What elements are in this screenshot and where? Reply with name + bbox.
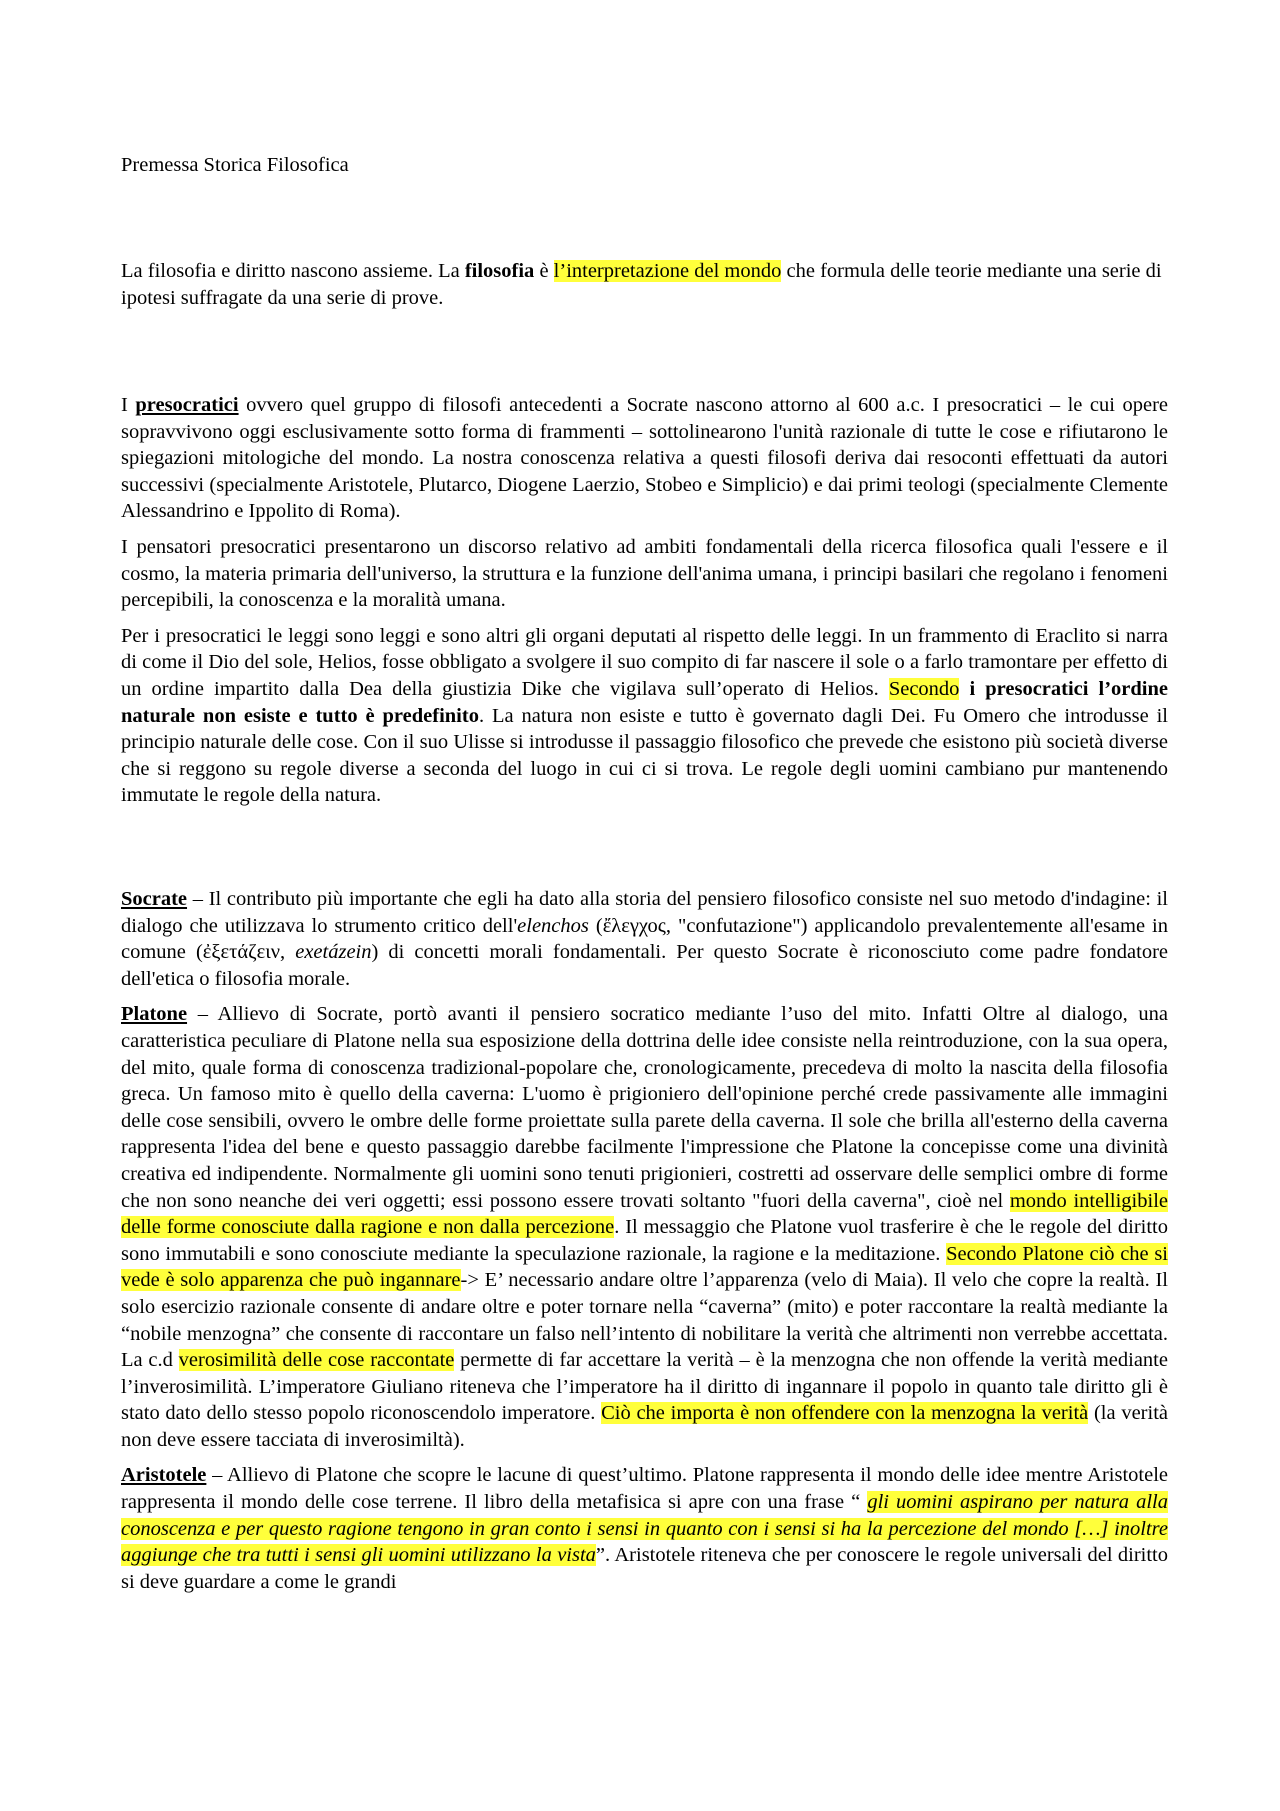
platone-highlight-3: verosimilità delle cose raccontate xyxy=(178,1349,455,1372)
socrate-name: Socrate xyxy=(121,888,188,910)
platone-text-3: -> E’ necessario andare oltre l’apparenza (velo di Maia). Il velo che copre la realtà. Il solo esercizio razionale consente di andare oltre e poter tornare nella “caverna” (mito) e poter raccontare la realtà mediante la “nobile menzogna” che consente di raccontare un falso nell’intento di nobilitare la verità che altrimenti non verrebbe accettata. La c.d xyxy=(121,1269,1168,1372)
intro-highlight: l’interpretazione del mondo xyxy=(553,260,782,282)
presocratici-text-start: I xyxy=(121,394,136,416)
socrate-paragraph xyxy=(121,886,1168,992)
aristotele-name: Aristotele xyxy=(121,1464,207,1487)
socrate-text-5: ) di concetti morali fondamentali. Per questo Socrate è riconosciuto come padre fondatore dell'etica o filosofia morale. xyxy=(121,941,1168,990)
platone-name: Platone xyxy=(121,1003,188,1026)
presocratici-term: presocratici xyxy=(135,394,239,416)
socrate-greek-elenchos: ἔλεγχος xyxy=(602,914,666,937)
platone-paragraph xyxy=(121,1001,1168,1453)
aristotele-text-2: ”. Aristotele riteneva che per conoscere le regole universali del diritto si deve guardare a come le grandi xyxy=(121,1544,1168,1593)
presocratici-bold-statement: i presocratici l’ordine naturale non esiste e tutto è predefinito xyxy=(121,677,1168,727)
socrate-text-1: – Il contributo più importante che egli ha dato alla storia del pensiero filosofico consiste nel suo metodo d'indagine: il dialogo che utilizzava lo strumento critico dell' xyxy=(121,888,1168,937)
platone-highlight-2: Secondo Platone ciò che si vede è solo apparenza che può ingannare xyxy=(121,1242,1168,1292)
presocratici-paragraph-2: I pensatori presocratici presentarono un discorso relativo ad ambiti fondamentali della ricerca filosofica quali l'essere e il cosmo, la materia primaria dell'universo, la struttura e la funzione dell'anima umana, i principi basilari che regolano i fenomeni percepibili, la conoscenza e la moralità umana. xyxy=(121,535,1168,612)
aristotele-quote-highlight: gli uomini aspirano per natura alla conoscenza e per questo ragione tengono in gran conto i sensi in quanto con i sensi si ha la percezione del mondo […] inoltre aggiunge che tra tutti i sensi gli uomini utilizzano la vista xyxy=(121,1491,1168,1567)
platone-text-5: (la verità non deve essere tacciata di inverosimiltà). xyxy=(121,1402,1168,1451)
presocratici-text-3b: . La natura non esiste e tutto è governato dagli Dei. Fu Omero che introdusse il principio naturale delle cose. Con il suo Ulisse si introdusse il passaggio filosofico che prevede che esistono più società diverse che si reggono su regole diverse a seconda del luogo in cui ci si trova. Le regole degli uomini cambiano pur mantenendo immutate le regole della natura. xyxy=(121,704,1168,807)
presocratici-section xyxy=(121,392,1168,809)
philosophers-section xyxy=(121,886,1168,1595)
intro-text-3: che formula delle teorie mediante una serie di ipotesi suffragate da una serie di prove. xyxy=(121,260,1162,309)
platone-text-1: – Allievo di Socrate, portò avanti il pensiero socratico mediante l’uso del mito. Infatti Oltre al dialogo, una caratteristica peculiare di Platone nella sua esposizione della dottrina delle idee consiste nella reintroduzione, con la sua opera, del mito, quale forma di conoscenza tradizional-popolare che, cronologicamente, precedeva di molto la nascita della filosofia greca. Un famoso mito è quello della caverna: L'uomo è prigioniero dell'opinione perché crede passivamente alle immagini delle cose sensibili, ovvero le ombre delle forme proiettate sulla parete della caverna. Il sole che brilla all'esterno della caverna rappresenta l'idea del bene e questo passaggio darebbe facilmente l'impressione che Platone la concepisse come una divinità creativa ed indipendente. Normalmente gli uomini sono tenuti prigionieri, costretti ad osservare delle semplici ombre di forme che non sono neanche dei veri oggetti; essi possono essere trovati soltanto "fuori della caverna", cioè nel xyxy=(121,1003,1168,1212)
presocratici-highlight: Secondo xyxy=(888,677,960,700)
presocratici-text-3a: Per i presocratici le leggi sono leggi e sono altri gli organi deputati al rispetto delle leggi. In un frammento di Eraclito si narra di come il Dio del sole, Helios, fosse obbligato a svolgere il suo compito di far nascere il sole o a farlo tramontare per effetto di un ordine impartito dalla Dea della giustizia Dike che vigilava sull’operato di Helios. xyxy=(121,624,1168,700)
aristotele-text-1: – Allievo di Platone che scopre le lacune di quest’ultimo. Platone rappresenta il mondo delle idee mentre Aristotele rappresenta il mondo delle cose terrene. Il libro della metafisica si apre con una frase “ xyxy=(121,1464,1168,1514)
socrate-text-2: ( xyxy=(588,914,603,937)
presocratici-paragraph-1 xyxy=(121,392,1168,525)
intro-term-filosofia: filosofia xyxy=(464,260,535,282)
socrate-exetazein: exetázein xyxy=(295,941,372,964)
platone-highlight-1: mondo intelligibile delle forme conosciute dalla ragione e non dalla percezione xyxy=(121,1189,1168,1239)
socrate-text-3: , "confutazione") applicandolo prevalentemente all'esame in comune ( xyxy=(121,914,1168,964)
platone-text-2: . Il messaggio che Platone vuol trasferire è che le regole del diritto sono immutabili e sono conosciute mediante la speculazione razionale, la ragione e la meditazione. xyxy=(121,1216,1169,1265)
socrate-greek-exetazein: ἐξετάζειν xyxy=(202,941,281,964)
platone-highlight-4: Ciò che importa è non offendere con la menzogna la verità xyxy=(601,1402,1089,1425)
intro-section xyxy=(121,258,1168,311)
platone-text-4: permette di far accettare la verità – è la menzogna che non offende la verità mediante l’inverosimilità. L’imperatore Giuliano riteneva che l’imperatore ha il diritto di ingannare il popolo in quanto tale diritto gli è stato dato dello stesso popolo riconoscendolo imperatore. xyxy=(121,1349,1168,1425)
socrate-text-4: , xyxy=(280,941,296,964)
intro-text-1: La filosofia e diritto nascono assieme. La xyxy=(121,260,465,282)
aristotele-paragraph xyxy=(121,1462,1168,1595)
intro-paragraph xyxy=(121,258,1168,311)
presocratici-text-1: ovvero quel gruppo di filosofi antecedenti a Socrate nascono attorno al 600 a.c. I presocratici – le cui opere sopravvivono oggi esclusivamente sotto forma di frammenti – sottolinearono l'unità razionale di tutte le cose e rifiutarono le spiegazioni mitologiche del mondo. La nostra conoscenza relativa a questi filosofi deriva dai resoconti effettuati da autori successivi (specialmente Aristotele, Plutarco, Diogene Laerzio, Stobeo e Simplicio) e dai primi teologi (specialmente Clemente Alessandrino e Ippolito di Roma). xyxy=(121,394,1168,523)
socrate-elenchos: elenchos xyxy=(517,914,589,937)
page-title: Premessa Storica Filosofica xyxy=(121,154,349,176)
presocratici-paragraph-3 xyxy=(121,623,1168,809)
intro-text-2: è xyxy=(534,260,554,282)
